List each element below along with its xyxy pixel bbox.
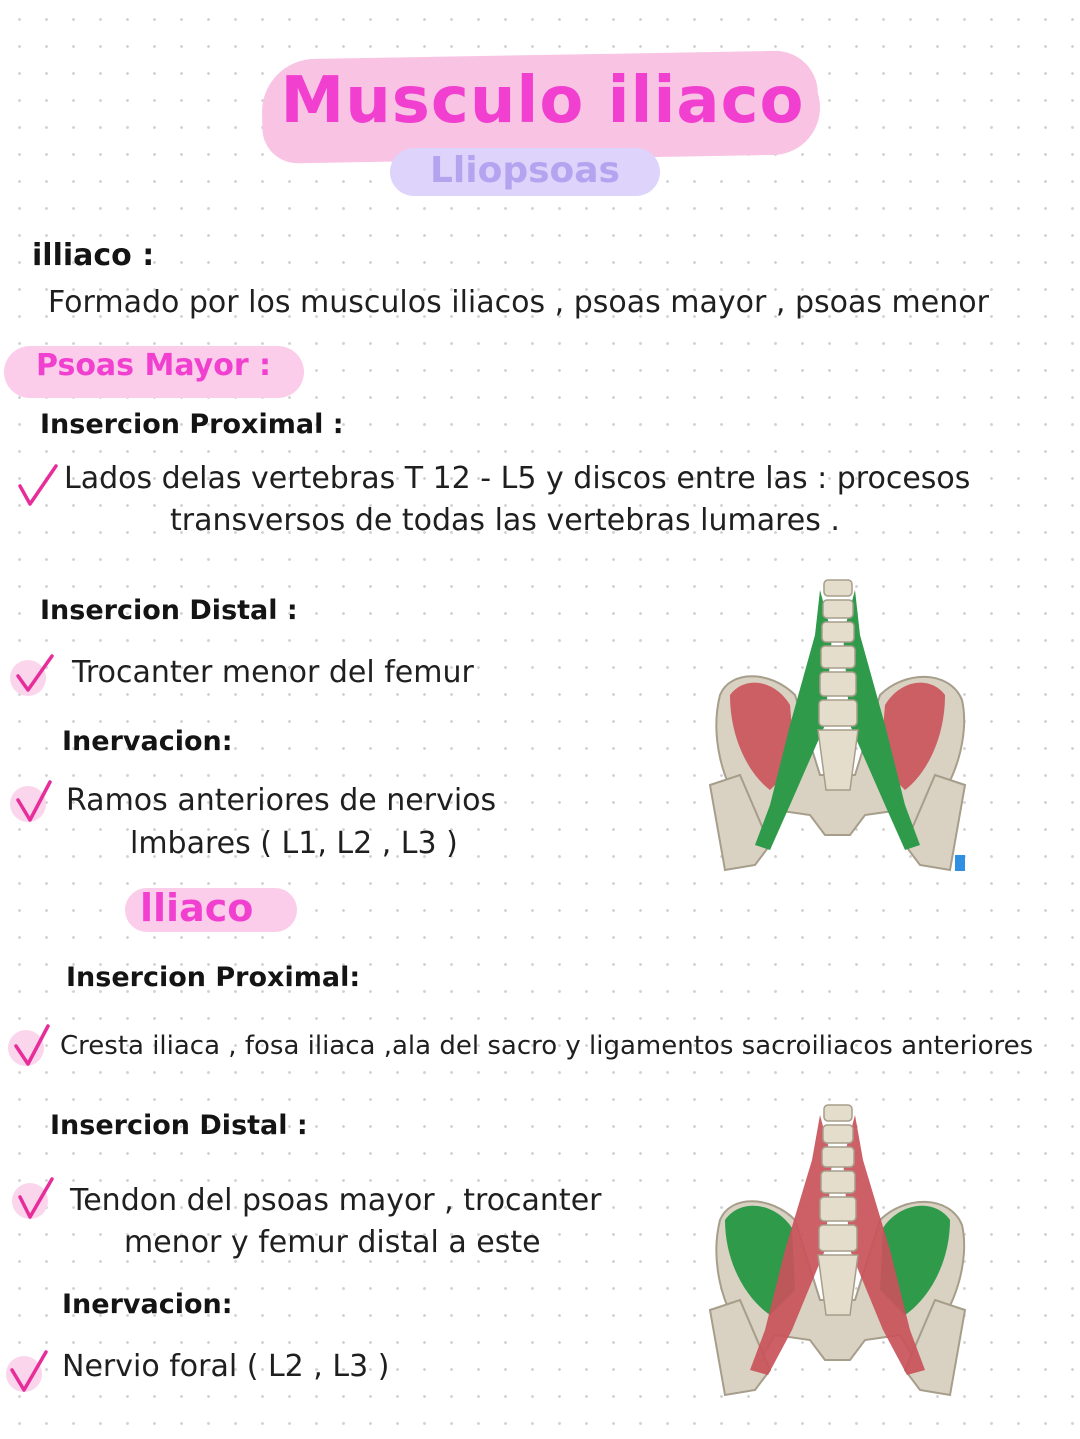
psoas-inervacion-line2: lmbares ( L1, L2 , L3 ) xyxy=(130,826,458,861)
intro-text: Formado por los musculos iliacos , psoas mayor , psoas menor xyxy=(48,285,989,320)
iliaco-distal-heading: Insercion Distal : xyxy=(50,1110,308,1141)
iliaco-distal-line2: menor y femur distal a este xyxy=(124,1225,541,1260)
iliaco-distal-line1: Tendon del psoas mayor , trocanter xyxy=(70,1183,602,1218)
page-subtitle: Lliopsoas xyxy=(429,150,620,191)
iliaco-proximal-heading: Insercion Proximal: xyxy=(66,962,361,993)
pelvis-illustration xyxy=(700,1100,975,1405)
check-icon xyxy=(14,462,60,508)
iliaco-proximal-text: Cresta iliaca , fosa iliaca ,ala del sacro y ligamentos sacroiliacos anteriores xyxy=(60,1031,1034,1061)
intro-heading: illiaco : xyxy=(32,238,155,273)
psoas-inervacion-heading: Inervacion: xyxy=(62,726,233,757)
check-icon xyxy=(6,1022,52,1068)
psoas-inervacion-line1: Ramos anteriores de nervios xyxy=(66,783,497,818)
psoas-proximal-line2: transversos de todas las vertebras lumares . xyxy=(170,503,840,538)
psoas-distal-heading: Insercion Distal : xyxy=(40,595,298,626)
page-title: Musculo iliaco xyxy=(280,64,805,138)
psoas-proximal-heading: Insercion Proximal : xyxy=(40,409,344,440)
psoas-proximal-line1: Lados delas vertebras T 12 - L5 y discos entre las : procesos xyxy=(64,461,971,496)
psoas-distal-text: Trocanter menor del femur xyxy=(72,655,474,690)
section-heading-iliaco: lliaco xyxy=(140,886,254,930)
check-icon xyxy=(8,650,54,696)
iliaco-inervacion-heading: Inervacion: xyxy=(62,1289,233,1320)
check-icon xyxy=(4,1348,50,1394)
check-icon xyxy=(8,778,54,824)
iliaco-inervacion-text: Nervio foral ( L2 , L3 ) xyxy=(62,1349,390,1384)
section-heading-psoas-mayor: Psoas Mayor : xyxy=(36,348,272,383)
check-icon xyxy=(8,1175,54,1221)
pelvis-illustration xyxy=(700,575,975,880)
